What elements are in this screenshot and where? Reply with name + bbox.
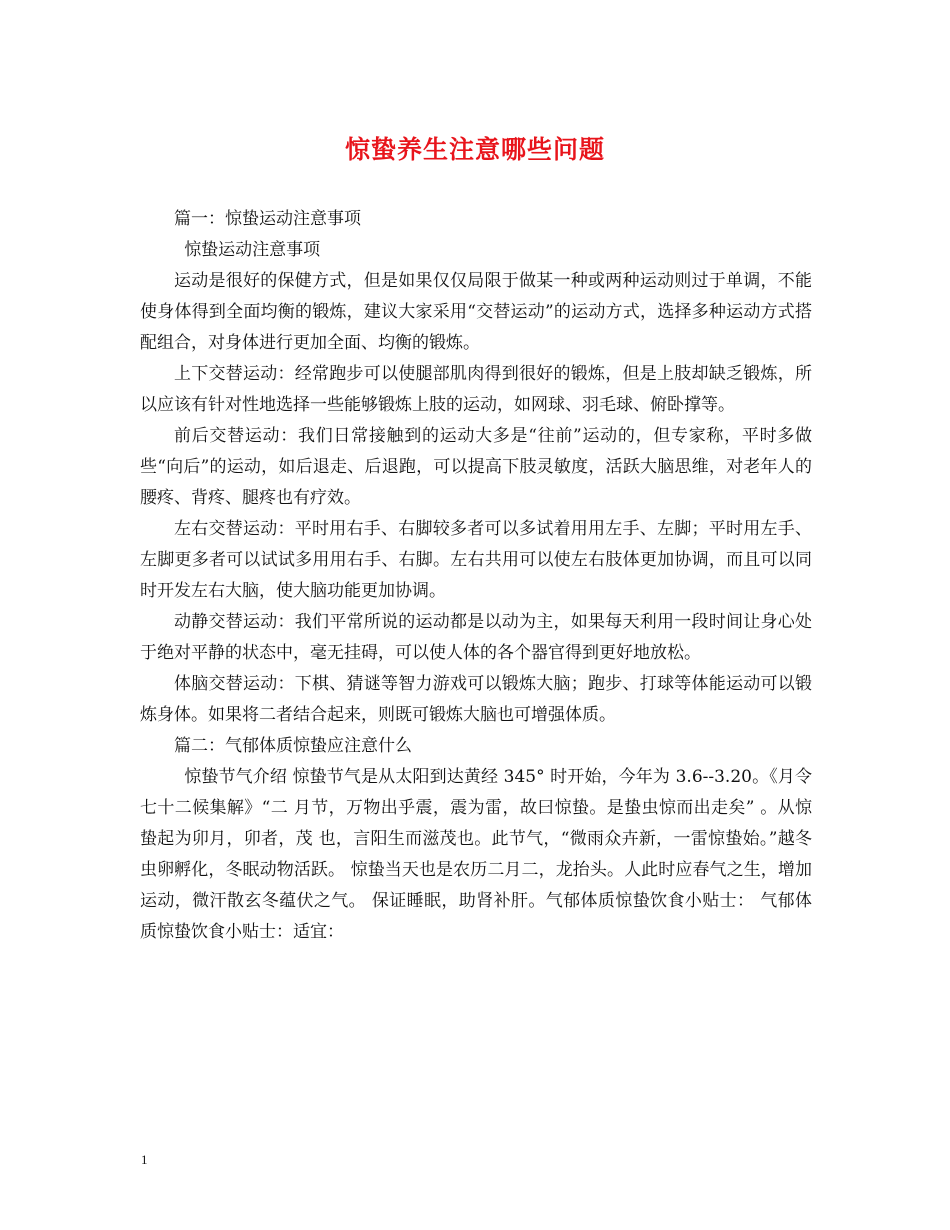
paragraph: 前后交替运动：我们日常接触到的运动大多是“往前”运动的，但专家称，平时多做些“向后”的运动，如后退走、后退跑，可以提高下肢灵敏度，活跃大脑思维，对老年人的腰疼、背疼、腿疼也有疗效。 [140,426,812,508]
document-title: 惊蛰养生注意哪些问题 [344,135,605,164]
document-body [140,204,812,948]
paragraph: 惊蛰节气介绍 惊蛰节气是从太阳到达黄经 345° 时开始，今年为 3.6--3.20。《月令七十二候集解》“二 月节，万物出乎震，震为雷，故曰惊蛰。是蛰虫惊而出走矣” 。从惊蛰起为卯月，卯者，茂 也，言阳生而滋茂也。此节气，“微雨众卉新，一雷惊蛰始。”越冬虫卵孵化，冬眠动物活跃。 惊蛰当天也是农历二月二，龙抬头。人此时应春气之生，增加运动，微汗散玄冬蕴伏之气。 保证睡眠，助肾补肝。气郁体质惊蛰饮食小贴士： 气郁体质惊蛰饮食小贴士：适宜： [140,767,812,942]
page-number: 1 [141,1152,148,1167]
paragraph: 运动是很好的保健方式，但是如果仅仅局限于做某一种或两种运动则过于单调，不能使身体得到全面均衡的锻炼，建议大家采用“交替运动”的运动方式，选择多种运动方式搭配组合，对身体进行更加全面、均衡的锻炼。 [140,271,812,353]
paragraph: 上下交替运动：经常跑步可以使腿部肌肉得到很好的锻炼，但是上肢却缺乏锻炼，所以应该有针对性地选择一些能够锻炼上肢的运动，如网球、羽毛球、俯卧撑等。 [140,364,812,415]
paragraph: 左右交替运动：平时用右手、右脚较多者可以多试着用用左手、左脚；平时用左手、左脚更多者可以试试多用用右手、右脚。左右共用可以使左右肢体更加协调，而且可以同时开发左右大脑，使大脑功能更加协调。 [140,519,812,601]
paragraph: 动静交替运动：我们平常所说的运动都是以动为主，如果每天利用一段时间让身心处于绝对平静的状态中，毫无挂碍，可以使人体的各个器官得到更好地放松。 [140,612,812,663]
section-1-heading: 篇一：惊蛰运动注意事项 [174,209,361,229]
paragraph: 体脑交替运动：下棋、猜谜等智力游戏可以锻炼大脑；跑步、打球等体能运动可以锻炼身体。如果将二者结合起来，则既可锻炼大脑也可增强体质。 [140,674,812,725]
section-2-heading: 篇二：气郁体质惊蛰应注意什么 [174,736,412,756]
section-1-subheading: 惊蛰运动注意事项 [184,240,321,260]
